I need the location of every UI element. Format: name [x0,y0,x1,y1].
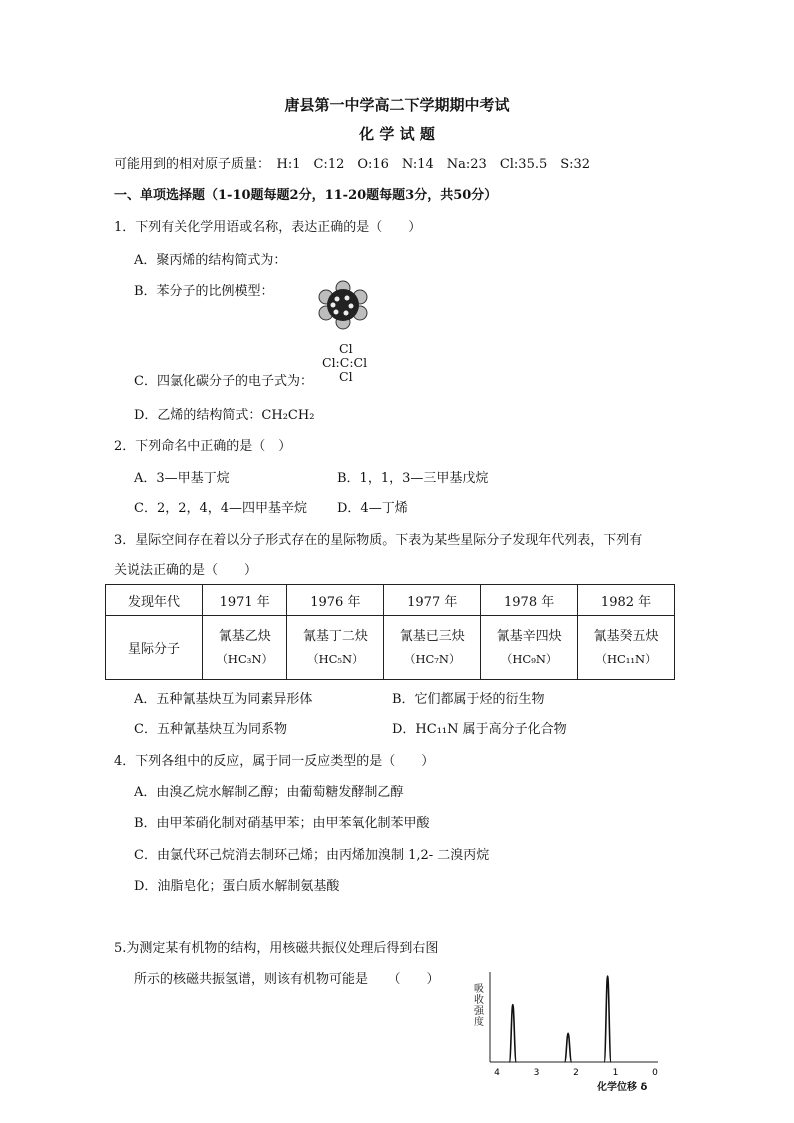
question-3-stem-line2: 关说法正确的是（ ） [114,563,258,578]
exam-subtitle: 化 学 试 题 [359,125,435,143]
nmr-tick-label: 0 [652,1068,658,1078]
molecule-name: 氰基癸五炔 [593,628,659,644]
question-1-option-b: B．苯分子的比例模型： [134,284,274,299]
section-heading: 一、单项选择题（1-10题每题2分，11-20题每题3分，共50分） [114,188,498,203]
question-3-option-b: B．它们都属于烃的衍生物 [392,692,545,707]
nmr-peak [509,1005,516,1062]
molecule-formula: （HC₁₁N） [595,651,657,666]
ccl4-top-cl: Cl [339,341,353,356]
question-5-stem-line2: 所示的核磁共振氢谱，则该有机物可能是 （ ） [134,972,440,987]
question-4-option-a: A．由溴乙烷水解制乙醇；由葡萄糖发酵制乙醇 [134,785,404,800]
table-cell-year: 1971 年 [203,585,287,616]
question-2-option-d: D．4—丁烯 [337,501,408,516]
table-header-year: 发现年代 [106,585,203,616]
nmr-peak [565,1033,572,1062]
nmr-chart [470,968,670,1098]
molecule-name: 氰基乙炔 [218,628,271,644]
table-cell-molecule [287,616,384,680]
nmr-xlabel: 化学位移 δ [597,1082,648,1093]
table-header-molecule: 星际分子 [106,616,203,680]
question-2-stem: 2．下列命名中正确的是（ ） [114,439,292,454]
nmr-peak [604,976,611,1062]
table-row [106,585,675,616]
question-4-option-c: C．由氯代环己烷消去制环己烯；由丙烯加溴制 1,2- 二溴丙烷 [134,848,490,863]
table-cell-year: 1976 年 [287,585,384,616]
table-cell-year: 1982 年 [578,585,675,616]
molecule-name: 氰基辛四炔 [496,628,562,644]
molecule-formula: （HC₇N） [403,651,461,666]
table-row [106,616,675,680]
molecule-formula: （HC₅N） [307,651,364,666]
question-2-option-a: A．3—甲基丁烷 [134,471,230,486]
ccl4-bottom-cl: Cl [339,369,353,384]
nmr-tick-label: 4 [494,1068,500,1078]
question-5-stem-line1: 5.为测定某有机物的结构，用核磁共振仪处理后得到右图 [114,941,439,956]
table-cell-molecule [578,616,675,680]
nmr-tick-label: 3 [533,1068,540,1078]
nmr-tick-label: 1 [612,1068,619,1078]
molecule-name: 氰基已三炔 [399,628,465,644]
question-2-option-b: B．1，1，3—三甲基戊烷 [337,471,489,486]
table-cell-molecule [384,616,481,680]
question-1-option-c: C．四氯化碳分子的电子式为： [134,374,313,389]
table-cell-year: 1977 年 [384,585,481,616]
question-2-option-c: C．2，2，4，4—四甲基辛烷 [134,501,308,516]
question-3-option-c: C．五种氰基炔互为同系物 [134,722,287,737]
question-4-stem: 4．下列各组中的反应，属于同一反应类型的是（ ） [114,754,435,769]
question-3-option-d: D．HC₁₁N 属于高分子化合物 [392,722,567,737]
question-4-option-d: D．油脂皂化；蛋白质水解制氨基酸 [134,879,340,894]
question-3-option-a: A．五种氰基炔互为同素异形体 [134,692,313,707]
question-1-option-d: D．乙烯的结构简式：CH₂CH₂ [134,408,315,423]
nmr-tick-label: 2 [573,1068,579,1078]
molecule-name: 氰基丁二炔 [302,628,368,644]
atomic-masses: 可能用到的相对原子质量： H:1 C:12 O:16 N:14 Na:23 Cl:35.5 S:32 [114,157,591,172]
question-1-option-a: A．聚丙烯的结构简式为： [134,253,287,268]
nmr-ylabel: 吸收强度 [474,984,484,1028]
exam-title: 唐县第一中学高二下学期期中考试 [284,96,510,114]
interstellar-molecules-table [105,584,675,680]
table-cell-molecule [481,616,578,680]
question-1-stem: 1．下列有关化学用语或名称，表达正确的是（ ） [114,220,422,235]
question-3-stem-line1: 3．星际空间存在着以分子形式存在的星际物质。下表为某些星际分子发现年代列表，下列有 [114,533,643,548]
table-cell-molecule [203,616,287,680]
molecule-formula: （HC₃N） [216,651,273,666]
table-cell-year: 1978 年 [481,585,578,616]
benzene-model-image [316,280,370,330]
question-4-option-b: B．由甲苯硝化制对硝基甲苯；由甲苯氧化制苯甲酸 [134,816,430,831]
ccl4-middle: Cl:C:Cl [322,355,368,370]
molecule-formula: （HC₉N） [500,651,558,666]
